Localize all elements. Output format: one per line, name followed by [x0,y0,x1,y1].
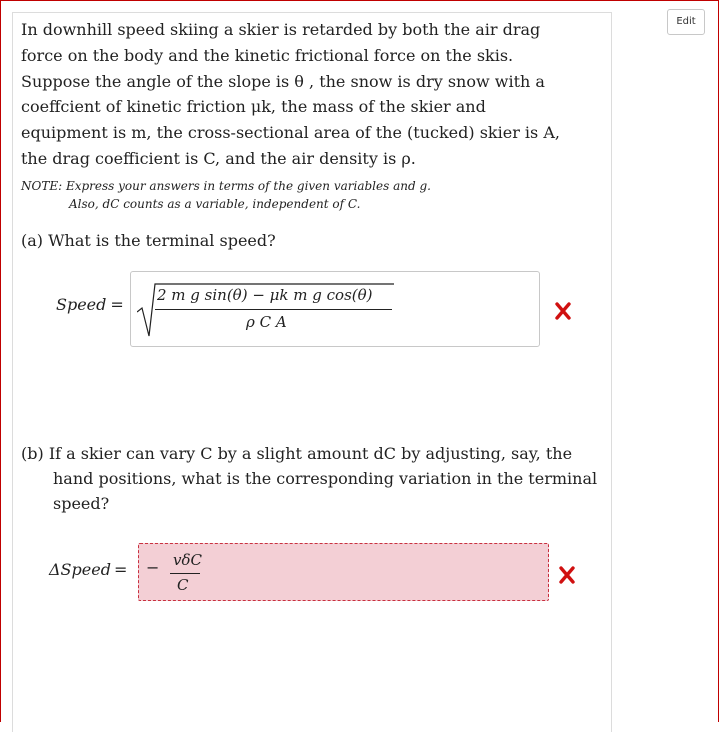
part-b-line: hand positions, what is the corresponding variation in the terminal [53,469,598,488]
note-line: Also, dC counts as a variable, independent of C. [69,197,361,211]
note [21,177,606,213]
intro-line: In downhill speed skiing a skier is retarded by both the air drag [21,20,541,39]
answer-sign: − [146,558,160,577]
speed-answer-denominator: ρ C A [246,313,287,331]
intro-line: Suppose the angle of the slope is θ , the snow is dry snow with a [21,71,545,91]
delta-speed-answer-field[interactable] [138,543,549,601]
intro-line: force on the body and the kinetic frictional force on the skis. [21,45,514,65]
edit-button[interactable]: Edit [667,9,705,35]
speed-label [56,295,124,314]
part-b-line: speed? [53,494,110,513]
speed-answer-numerator: 2 m g sin(θ) − μk m g cos(θ) [157,286,373,304]
problem-statement [21,17,606,172]
delta-speed-label [49,560,127,579]
cross-mark-icon [557,565,577,585]
part-b-line: (b) If a skier can vary C by a slight amount dC by adjusting, say, the [21,444,573,463]
speed-label-text: Speed [56,295,107,314]
part-a-question: (a) What is the terminal speed? [21,231,276,250]
intro-line: the drag coefficient is C, and the air density is ρ. [21,148,416,168]
cross-mark-icon [553,301,573,321]
equals-sign: = [113,560,128,579]
intro-line: coeffcient of kinetic friction μk, the mass of the skier and [21,97,486,117]
part-b-question [21,441,611,516]
delta-answer-denominator: C [177,576,189,594]
note-line: NOTE: Express your answers in terms of the given variables and g. [21,179,431,193]
delta-answer-numerator: vδC [173,551,202,569]
speed-answer-field[interactable] [130,271,540,347]
equals-sign: = [110,295,124,314]
fraction-bar [155,309,392,310]
intro-line: equipment is m, the cross-sectional area of the (tucked) skier is A, [21,123,560,143]
delta-speed-label-text: ΔSpeed [49,560,111,579]
question-panel [12,12,612,732]
fraction-bar [170,573,200,574]
